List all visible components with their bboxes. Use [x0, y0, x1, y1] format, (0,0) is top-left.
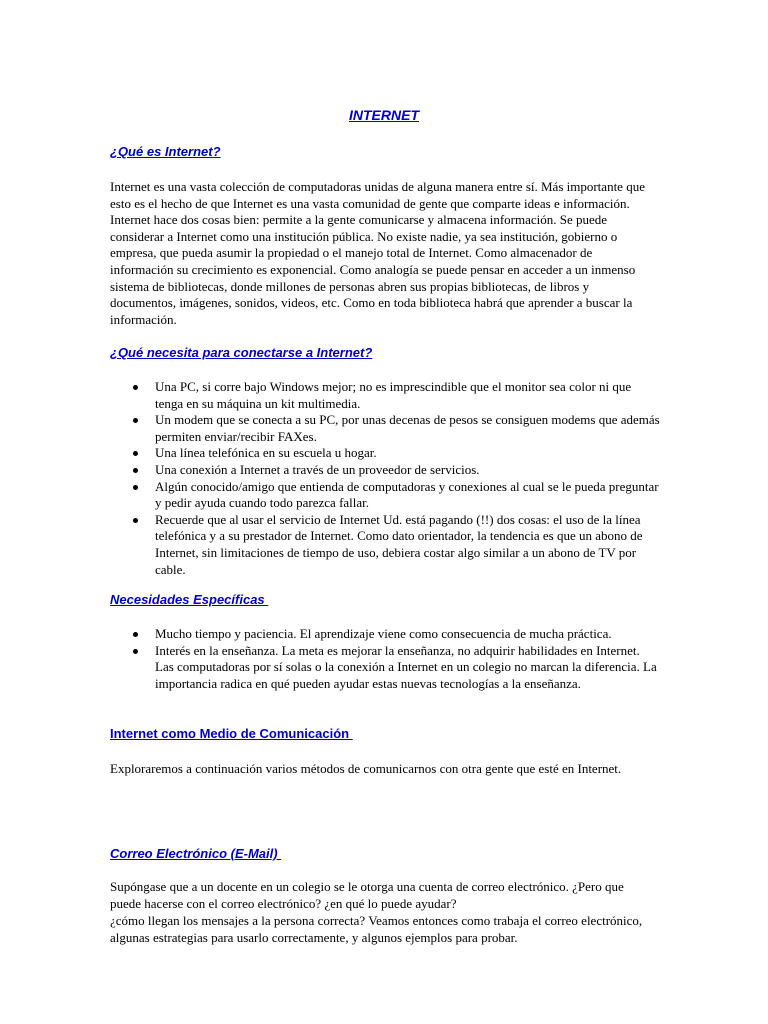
list-item-text: Interés en la enseñanza. La meta es mejorar la enseñanza, no adquirir habilidades en Internet. Las computadoras por sí solas o la conexión a Internet en un colegio no marcan la diferencia. La importancia radica en qué pueden ayudar estas nuevas tecnologías a la enseñanza. [155, 642, 657, 691]
list-item [110, 643, 660, 693]
list-item [110, 479, 660, 512]
bullet-icon [133, 451, 138, 456]
bullet-icon [133, 518, 138, 523]
list-item [110, 445, 660, 462]
heading-communication: Internet como Medio de Comunicación [110, 726, 353, 741]
paragraph-what-is-internet: Internet es una vasta colección de computadoras unidas de alguna manera entre sí. Más importante que esto es el hecho de que Internet es una vasta comunidad de gente que comparte ideas e información. Internet hace dos cosas bien: permite a la gente comunicarse y almacena información. Se puede considerar a Internet como una institución pública. No existe nadie, ya sea institución, gobierno o empresa, que pueda asumir la propiedad o el manejo total de Internet. Como almacenador de información su crecimiento es exponencial. Como analogía se puede pensar en acceder a un inmenso sistema de bibliotecas, donde millones de personas abren sus propias bibliotecas, de libros y documentos, imágenes, sonidos, videos, etc. Como en toda biblioteca habrá que aprender a buscar la información. [110, 179, 645, 327]
list-item-text: Una PC, si corre bajo Windows mejor; no es imprescindible que el monitor sea color ni que tenga en su máquina un kit multimedia. [155, 379, 632, 411]
list-item [110, 626, 660, 643]
list-item-text: Algún conocido/amigo que entienda de computadoras y conexiones al cual se le pueda preguntar y pedir ayuda cuando todo parezca fallar. [155, 478, 659, 511]
list-item-text: Un modem que se conecta a su PC, por unas decenas de pesos se consiguen modems que además permiten enviar/recibir FAXes. [155, 412, 660, 444]
list-item [110, 512, 660, 578]
list-item-text: Una línea telefónica en su escuela u hogar. [155, 445, 377, 461]
list-item [110, 462, 660, 479]
list-specific-needs [110, 626, 660, 692]
list-item [110, 379, 660, 412]
bullet-icon [133, 649, 138, 654]
bullet-icon [133, 468, 138, 473]
paragraph-email-2: ¿cómo llegan los mensajes a la persona correcta? Veamos entonces como trabaja el correo electrónico, algunas estrategias para usarlo correctamente, y algunos ejemplos para probar. [110, 913, 643, 945]
bullet-icon [133, 418, 138, 423]
paragraph-communication: Exploraremos a continuación varios métodos de comunicarnos con otra gente que esté en Internet. [110, 761, 622, 776]
bullet-icon [133, 485, 138, 490]
heading-specific-needs: Necesidades Específicas [110, 592, 269, 607]
bullet-icon [133, 385, 138, 390]
heading-email: Correo Electrónico (E-Mail) [110, 846, 282, 861]
list-item-text: Mucho tiempo y paciencia. El aprendizaje viene como consecuencia de mucha práctica. [155, 626, 612, 641]
heading-what-is-internet: ¿Qué es Internet? [110, 144, 221, 159]
heading-needs-to-connect: ¿Qué necesita para conectarse a Internet? [110, 345, 373, 360]
bullet-icon [133, 632, 138, 637]
page-title: INTERNET [349, 107, 419, 123]
list-item [110, 412, 660, 445]
list-needs-to-connect [110, 379, 660, 578]
list-item-text: Recuerde que al usar el servicio de Internet Ud. está pagando (!!) dos cosas: el uso de la línea telefónica y a su prestador de Internet. Como dato orientador, la tendencia es que un abono de Internet, sin limitaciones de tiempo de uso, debiera costar algo similar a un abono de TV por cable. [155, 511, 643, 577]
paragraph-email-1: Supóngase que a un docente en un colegio se le otorga una cuenta de correo electrónico. ¿Pero que puede hacerse con el correo electrónico? ¿en qué lo puede ayudar? [110, 879, 624, 911]
list-item-text: Una conexión a Internet a través de un proveedor de servicios. [155, 461, 480, 477]
